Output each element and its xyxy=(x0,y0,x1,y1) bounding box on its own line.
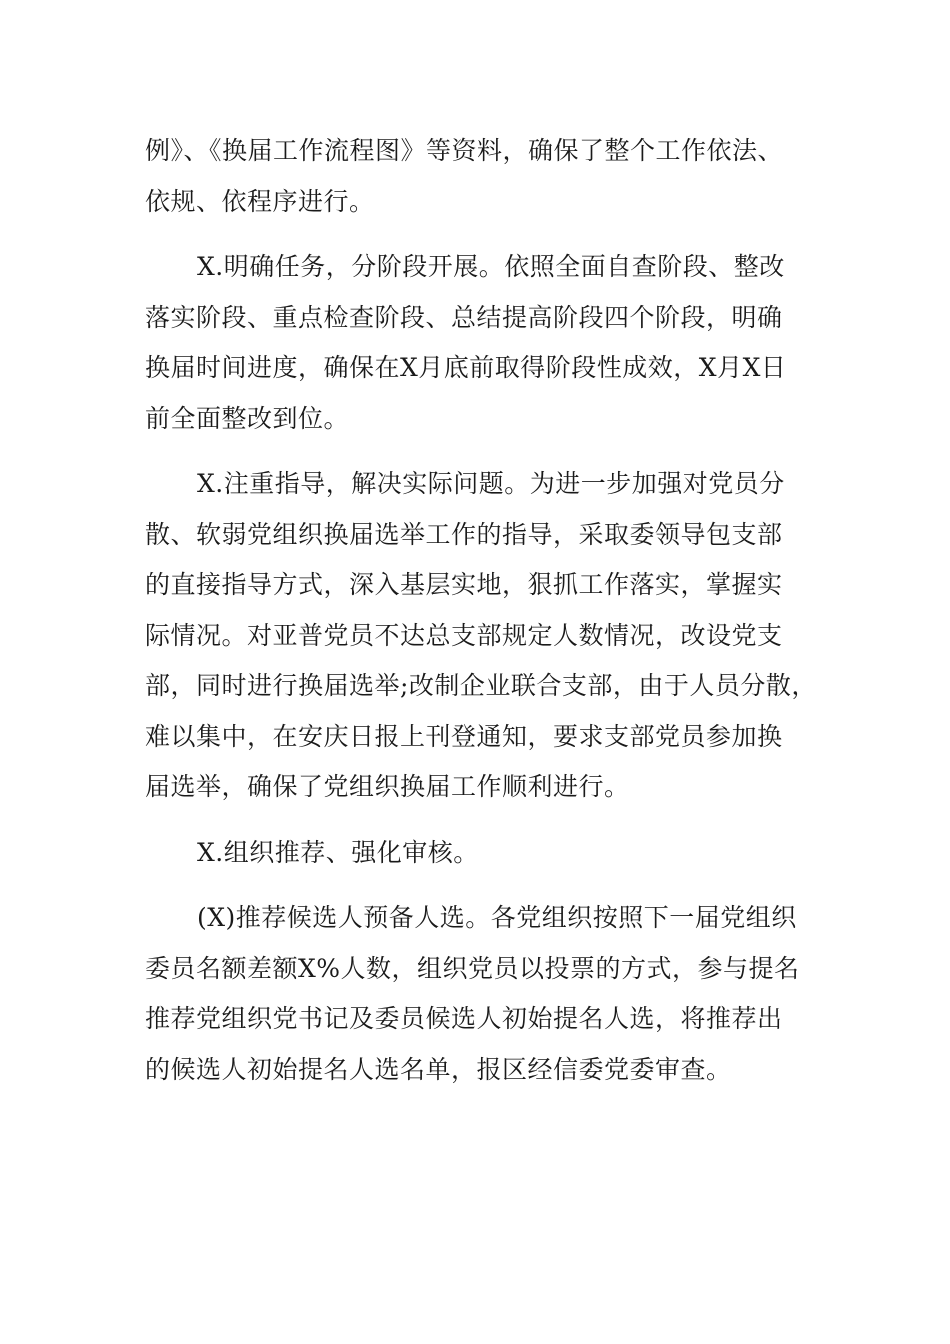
text-line: 委员名额差额X%人数，组织党员以投票的方式，参与提名 xyxy=(145,953,800,983)
paragraph-4 xyxy=(145,828,815,879)
text-line: 的候选人初始提名人选名单，报区经信委党委审查。 xyxy=(145,1054,732,1084)
text-line: 落实阶段、重点检查阶段、总结提高阶段四个阶段，明确 xyxy=(145,302,783,332)
document-body xyxy=(145,126,815,1110)
paragraph-3 xyxy=(145,459,815,813)
text-line: 难以集中，在安庆日报上刊登通知，要求支部党员参加换 xyxy=(145,721,783,751)
text-line: 部，同时进行换届选举;改制企业联合支部，由于人员分散， xyxy=(145,671,817,700)
text-line: 换届时间进度，确保在X月底前取得阶段性成效，X月X日 xyxy=(145,353,787,382)
text-line: X.注重指导，解决实际问题。为进一步加强对党员分 xyxy=(197,469,785,498)
text-line: 例》、《换届工作流程图》等资料，确保了整个工作依法、 xyxy=(145,136,784,165)
paragraph-2 xyxy=(145,242,815,444)
text-line: (X)推荐候选人预备人选。各党组织按照下一届党组织 xyxy=(197,903,797,932)
text-line: 届选举，确保了党组织换届工作顺利进行。 xyxy=(145,772,630,801)
text-line: 的直接指导方式，深入基层实地，狠抓工作落实，掌握实 xyxy=(145,570,783,599)
text-line: 前全面整改到位。 xyxy=(145,403,350,433)
text-line: X.明确任务，分阶段开展。依照全面自查阶段、整改 xyxy=(197,252,785,281)
paragraph-1 xyxy=(145,126,815,227)
text-line: 散、软弱党组织换届选举工作的指导，采取委领导包支部 xyxy=(145,519,783,549)
text-line: 依规、依程序进行。 xyxy=(145,186,375,216)
text-line: X.组织推荐、强化审核。 xyxy=(197,837,479,867)
paragraph-5 xyxy=(145,893,815,1095)
text-line: 推荐党组织党书记及委员候选人初始提名人选，将推荐出 xyxy=(145,1004,783,1033)
text-line: 际情况。对亚普党员不达总支部规定人数情况，改设党支 xyxy=(145,620,783,650)
